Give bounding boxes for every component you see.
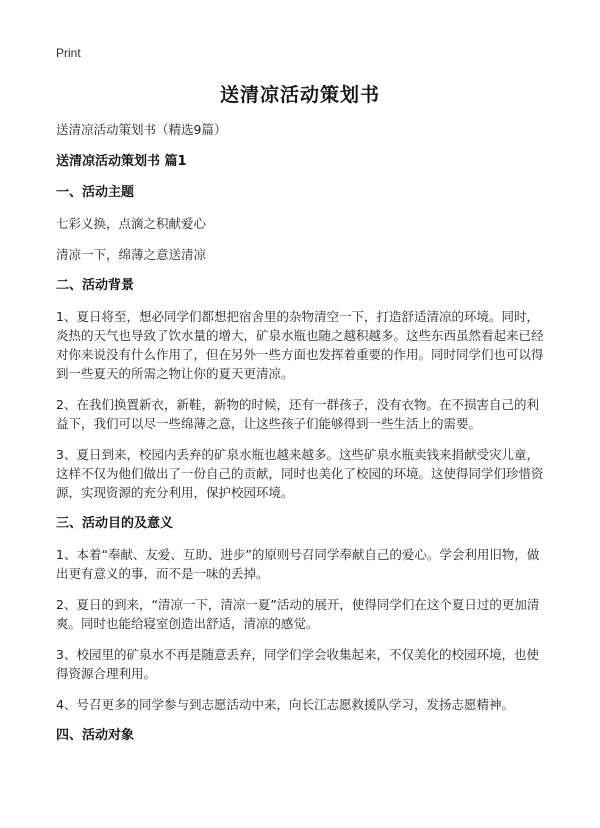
purpose-paragraph-2: 2、夏日的到来，“清凉一下，清凉一夏”活动的展开，使得同学们在这个夏日过的更加清爽。同时也能给寝室创造出舒适，清凉的感觉。 [56,597,540,631]
background-paragraph-1: 1、夏日将至，想必同学们都想把宿舍里的杂物清空一下，打造舒适清凉的环境。同时，炎热的天气也导致了饮水量的增大，矿泉水瓶也随之越积越多。这些东西虽然看起来已经对你来说没有什么作用了，但在另外一些方面也发挥着重要的作用。同时同学们也可以得到一些夏天的所需之物让你的夏天更清凉。 [56,309,544,381]
purpose-paragraph-3: 3、校园里的矿泉水不再是随意丢弃，同学们学会收集起来，不仅美化的校园环境，也使得资源合理利用。 [56,647,539,681]
background-paragraph-3: 3、夏日到来，校园内丢弃的矿泉水瓶也越来越多。这些矿泉水瓶卖钱来捐献受灾儿童，这样不仅为他们做出了一份自己的贡献，同时也美化了校园的环境。这使得同学们珍惜资源，实现资源的充分利用，保护校园环境。 [56,447,544,500]
theme-line-2: 清凉一下，绵薄之意送清凉 [56,247,207,262]
section-heading-theme: 一、活动主题 [56,185,135,200]
document-subtitle: 送清凉活动策划书（精选9篇） [56,122,227,137]
document-body [56,120,548,757]
section-heading-background: 二、活动背景 [56,278,135,293]
print-label: Print [56,46,81,60]
document-title: 送清凉活动策划书 [219,84,380,106]
article-heading: 送清凉活动策划书 篇1 [56,154,187,169]
section-heading-purpose: 三、活动目的及意义 [56,516,174,531]
theme-line-1: 七彩义换，点滴之积献爱心 [56,216,207,231]
background-paragraph-2: 2、在我们换置新衣，新鞋，新物的时候，还有一群孩子，没有衣物。在不损害自己的利益下，我们可以尽一些绵薄之意，让这些孩子们能够得到一些生活上的需要。 [56,397,539,431]
purpose-paragraph-1: 1、本着“奉献、友爱、互助、进步”的原则号召同学奉献自己的爱心。学会利用旧物，做出更有意义的事，而不是一味的丢掉。 [56,547,540,581]
section-heading-audience: 四、活动对象 [56,728,135,743]
purpose-paragraph-4: 4、号召更多的同学参与到志愿活动中来，向长江志愿救援队学习，发扬志愿精神。 [56,697,514,712]
